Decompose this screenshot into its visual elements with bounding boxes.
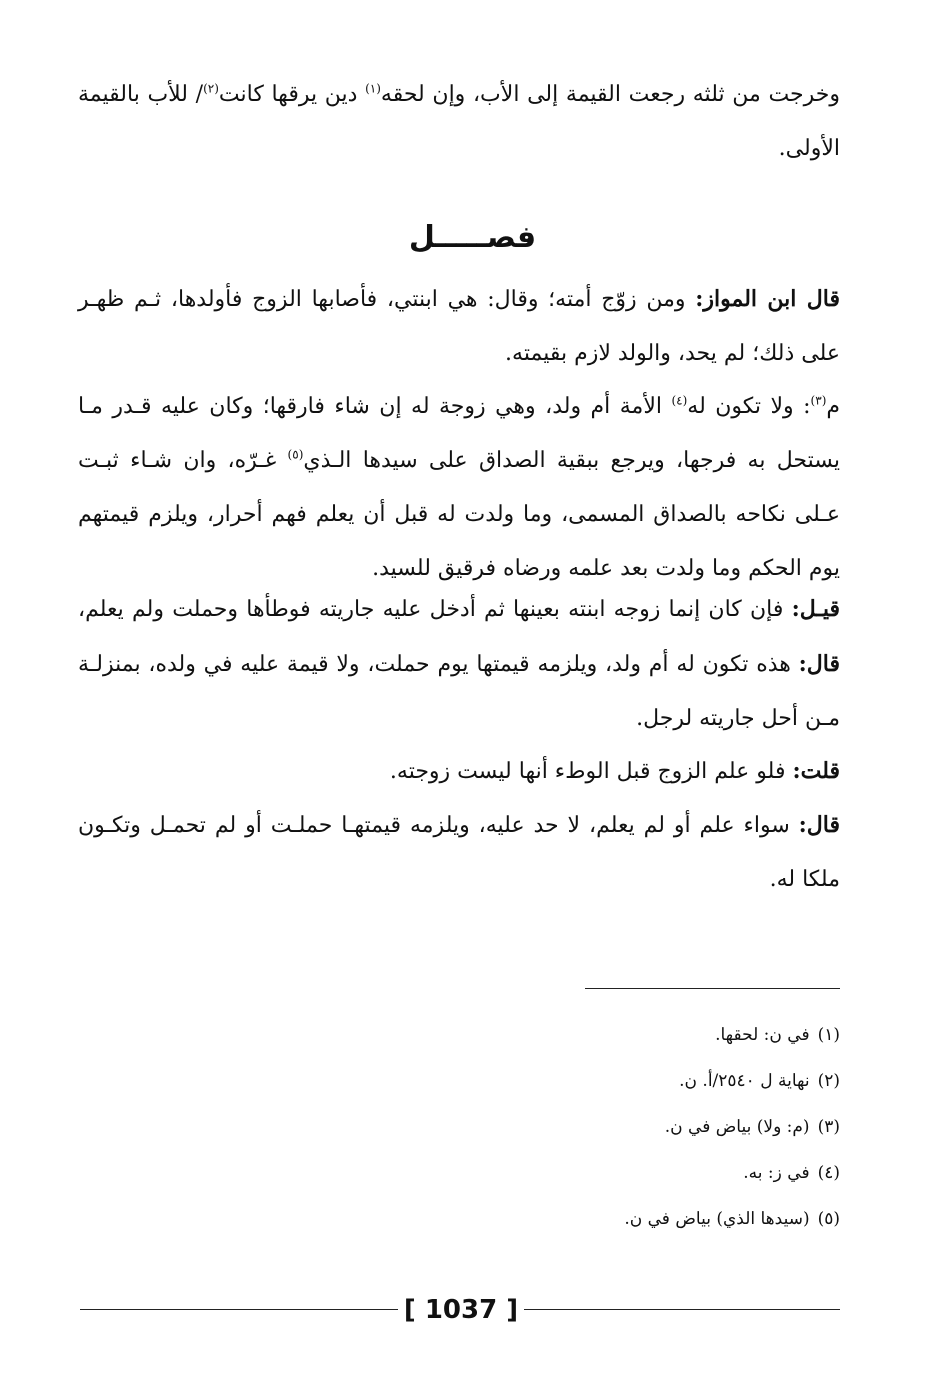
paragraph-text: فإن كان إنما زوجه ابنته بعينها ثم أدخل عليه جاريته فوطأها وحملت ولم يعلم، (78, 597, 792, 622)
page-footer (80, 1290, 840, 1330)
speaker-label: قال: (798, 651, 840, 677)
footnote-number: (٢) (817, 1071, 840, 1091)
footnote-item (400, 1058, 840, 1104)
paragraph-text: : ولا تكون له (687, 394, 811, 419)
footnote-text: في ز: به. (743, 1163, 810, 1183)
page-number (398, 1290, 524, 1330)
footnote-number: (٥) (817, 1209, 840, 1229)
footnote-item (400, 1012, 840, 1058)
section-heading: فصـــــل (408, 220, 537, 255)
footnote-ref: (٥) (287, 447, 304, 462)
footnote-number: (٣) (817, 1117, 840, 1137)
speaker-label: قال ابن المواز: (695, 286, 840, 312)
speaker-label: قال: (798, 812, 840, 838)
paragraph-text: سواء علم أو لم يعلم، لا حد عليه، ويلزمه قيمتهـا حملـت أو لم تحمـل وتكـون ملكا له. (78, 813, 840, 892)
footnote-text: (م: ولا) بياض في ن. (664, 1117, 810, 1137)
footnote-item (400, 1150, 840, 1196)
page-number-value: 1037 (424, 1295, 498, 1325)
paragraph-ibn-al-mawaz (78, 272, 840, 381)
footnote-ref: (١) (365, 81, 381, 96)
paragraph-continuation (78, 68, 840, 176)
paragraph-text: الأمة أم ولد، وهي زوجة له إن شاء فارقها؛ وكان عليه قـدر مـا يستحل به فرجها، ويرجع ببقية الصداق على سيدها الـذي (78, 394, 840, 473)
speaker-label: قلت: (792, 758, 840, 784)
paragraph-text: دين يرقها كانت (218, 82, 366, 107)
footnote-item (400, 1196, 840, 1242)
paragraph-qala (78, 798, 840, 907)
paragraph-qultu (78, 744, 840, 799)
footnote-text: (سيدها الذي) بياض في ن. (624, 1209, 810, 1229)
paragraph-text: هذه تكون له أم ولد، ويلزمه قيمتها يوم حملت، ولا قيمة عليه في ولده، بمنزلـة مـن أحل جاريته لرجل. (78, 652, 840, 731)
paragraph-text: ومن زوّج أمته؛ وقال: هي ابنتي، فأصابها الزوج فأولدها، ثـم ظهـر على ذلك؛ لم يحد، والولد لازم بقيمته. (78, 287, 840, 366)
footnote-divider (585, 988, 840, 989)
bracket-close: ] (506, 1295, 519, 1325)
footer-rule-left (80, 1309, 398, 1310)
footnote-ref: (٤) (671, 393, 688, 408)
paragraph-mim (78, 380, 840, 596)
paragraph-text: م (826, 394, 840, 419)
footnote-ref: (٢) (203, 81, 219, 96)
footnote-number: (١) (817, 1025, 840, 1045)
paragraph-text: فلو علم الزوج قبل الوطء أنها ليست زوجته. (389, 759, 793, 784)
speaker-label: قيـل: (791, 596, 840, 622)
paragraph-text: غـرّه، وان شـاء ثبـت عـلى نكاحه بالصداق المسمى، وما ولدت له قبل أن يعلم فهم أحرار، ويلزم قيمتهم يوم الحكم وما ولدت بعد علمه ورضاه فرقيق للسيد. (78, 448, 840, 581)
footnote-ref: (٣) (810, 393, 827, 408)
footnote-text: في ن: لحقها. (715, 1025, 810, 1045)
paragraph-text: وخرجت من ثلثه رجعت القيمة إلى الأب، وإن لحقه (380, 82, 841, 107)
footer-rule-right (524, 1309, 840, 1310)
footnote-text: نهاية ل ٢٥٤٠/أ. ن. (679, 1071, 810, 1091)
footnotes (400, 1012, 840, 1242)
paragraph-qila (78, 582, 840, 746)
footnote-number: (٤) (817, 1163, 840, 1183)
bracket-open: [ (403, 1295, 416, 1325)
footnote-item (400, 1104, 840, 1150)
paragraph-text: / للأب بالقيمة الأولى. (78, 82, 840, 161)
